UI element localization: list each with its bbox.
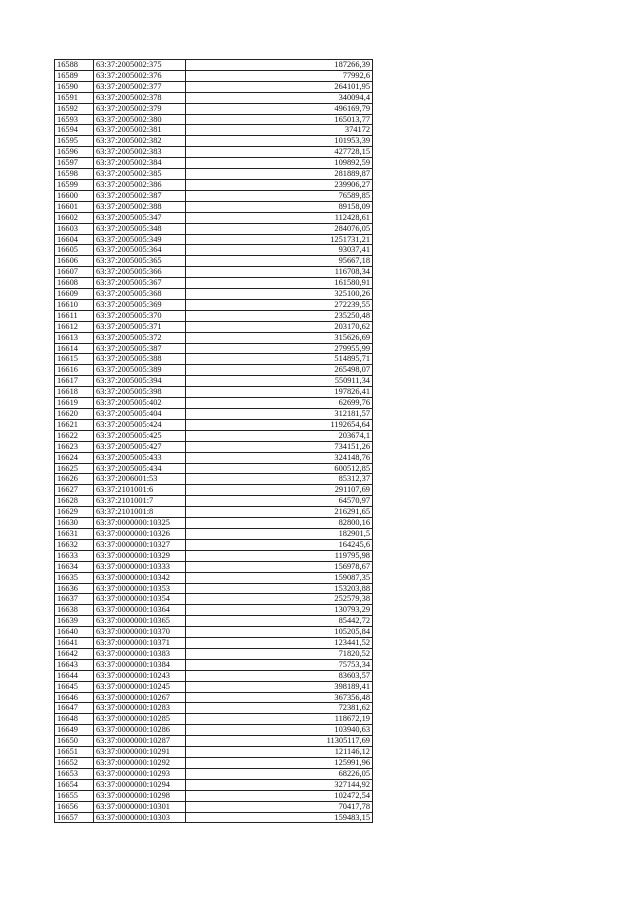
row-number-cell: 16594 [55, 125, 94, 136]
row-number-cell: 16619 [55, 398, 94, 409]
cadastral-number-cell: 63:37:2005005:368 [94, 289, 186, 300]
cadastral-number-cell: 63:37:2005002:382 [94, 136, 186, 147]
value-cell: 118672,19 [186, 714, 373, 725]
cadastral-number-cell: 63:37:0000000:10342 [94, 572, 186, 583]
row-number-cell: 16624 [55, 452, 94, 463]
row-number-cell: 16648 [55, 714, 94, 725]
table-row [55, 572, 373, 583]
row-number-cell: 16643 [55, 659, 94, 670]
value-cell: 64570,97 [186, 496, 373, 507]
row-number-cell: 16633 [55, 550, 94, 561]
row-number-cell: 16609 [55, 289, 94, 300]
row-number-cell: 16630 [55, 518, 94, 529]
value-cell: 239906,27 [186, 179, 373, 190]
value-cell: 77992,6 [186, 70, 373, 81]
row-number-cell: 16655 [55, 790, 94, 801]
table-row [55, 714, 373, 725]
cadastral-number-cell: 63:37:2005002:383 [94, 147, 186, 158]
row-number-cell: 16611 [55, 310, 94, 321]
value-cell: 340094,4 [186, 92, 373, 103]
table-row [55, 310, 373, 321]
row-number-cell: 16656 [55, 801, 94, 812]
cadastral-number-cell: 63:37:0000000:10294 [94, 779, 186, 790]
value-cell: 93037,41 [186, 245, 373, 256]
table-row [55, 627, 373, 638]
table-row [55, 452, 373, 463]
row-number-cell: 16652 [55, 758, 94, 769]
value-cell: 71820,52 [186, 648, 373, 659]
value-cell: 514895,71 [186, 354, 373, 365]
cadastral-number-cell: 63:37:0000000:10365 [94, 616, 186, 627]
value-cell: 105205,84 [186, 627, 373, 638]
table-row [55, 681, 373, 692]
cadastral-number-cell: 63:37:2005002:379 [94, 103, 186, 114]
table-row [55, 158, 373, 169]
cadastral-number-cell: 63:37:2005005:367 [94, 278, 186, 289]
table-row [55, 92, 373, 103]
table-row [55, 278, 373, 289]
row-number-cell: 16618 [55, 387, 94, 398]
cadastral-number-cell: 63:37:2005002:384 [94, 158, 186, 169]
cadastral-number-cell: 63:37:2005002:386 [94, 179, 186, 190]
cadastral-number-cell: 63:37:2005002:385 [94, 169, 186, 180]
value-cell: 496169,79 [186, 103, 373, 114]
table-row [55, 605, 373, 616]
table-row [55, 234, 373, 245]
value-cell: 72381,62 [186, 703, 373, 714]
value-cell: 312181,57 [186, 409, 373, 420]
cadastral-number-cell: 63:37:2005005:369 [94, 299, 186, 310]
cadastral-number-cell: 63:37:2006001:53 [94, 474, 186, 485]
row-number-cell: 16645 [55, 681, 94, 692]
cadastral-number-cell: 63:37:2005005:398 [94, 387, 186, 398]
row-number-cell: 16650 [55, 736, 94, 747]
row-number-cell: 16623 [55, 441, 94, 452]
row-number-cell: 16602 [55, 212, 94, 223]
value-cell: 734151,26 [186, 441, 373, 452]
value-cell: 203674,1 [186, 430, 373, 441]
table-row [55, 779, 373, 790]
table-row [55, 692, 373, 703]
table-row [55, 659, 373, 670]
cadastral-number-cell: 63:37:0000000:10245 [94, 681, 186, 692]
cadastral-number-cell: 63:37:0000000:10267 [94, 692, 186, 703]
cadastral-number-cell: 63:37:2005005:348 [94, 223, 186, 234]
row-number-cell: 16636 [55, 583, 94, 594]
row-number-cell: 16647 [55, 703, 94, 714]
table-row [55, 114, 373, 125]
value-cell: 284076,05 [186, 223, 373, 234]
cadastral-number-cell: 63:37:2005005:364 [94, 245, 186, 256]
data-table [54, 59, 373, 823]
value-cell: 76589,85 [186, 190, 373, 201]
value-cell: 123441,52 [186, 638, 373, 649]
row-number-cell: 16610 [55, 299, 94, 310]
value-cell: 1192654,64 [186, 419, 373, 430]
table-row [55, 670, 373, 681]
row-number-cell: 16604 [55, 234, 94, 245]
table-row [55, 103, 373, 114]
row-number-cell: 16593 [55, 114, 94, 125]
cadastral-number-cell: 63:37:2101001:6 [94, 485, 186, 496]
value-cell: 281889,87 [186, 169, 373, 180]
value-cell: 272239,55 [186, 299, 373, 310]
table-row [55, 812, 373, 823]
value-cell: 374172 [186, 125, 373, 136]
row-number-cell: 16620 [55, 409, 94, 420]
table-row [55, 147, 373, 158]
value-cell: 600512,85 [186, 463, 373, 474]
cadastral-number-cell: 63:37:2005002:380 [94, 114, 186, 125]
table-row [55, 638, 373, 649]
cadastral-number-cell: 63:37:2005005:402 [94, 398, 186, 409]
value-cell: 89158,09 [186, 201, 373, 212]
row-number-cell: 16589 [55, 70, 94, 81]
table-row [55, 747, 373, 758]
value-cell: 550911,34 [186, 376, 373, 387]
row-number-cell: 16614 [55, 343, 94, 354]
cadastral-number-cell: 63:37:0000000:10333 [94, 561, 186, 572]
table-row [55, 223, 373, 234]
row-number-cell: 16600 [55, 190, 94, 201]
value-cell: 102472,54 [186, 790, 373, 801]
value-cell: 1251731,21 [186, 234, 373, 245]
cadastral-number-cell: 63:37:2005005:366 [94, 267, 186, 278]
cadastral-number-cell: 63:37:2005005:389 [94, 365, 186, 376]
row-number-cell: 16654 [55, 779, 94, 790]
row-number-cell: 16632 [55, 539, 94, 550]
value-cell: 164245,6 [186, 539, 373, 550]
table-row [55, 256, 373, 267]
table-row [55, 736, 373, 747]
table-row [55, 496, 373, 507]
row-number-cell: 16591 [55, 92, 94, 103]
table-row [55, 801, 373, 812]
table-row [55, 441, 373, 452]
row-number-cell: 16616 [55, 365, 94, 376]
table-row [55, 376, 373, 387]
value-cell: 103940,63 [186, 725, 373, 736]
row-number-cell: 16596 [55, 147, 94, 158]
table-row [55, 343, 373, 354]
cadastral-number-cell: 63:37:2005002:388 [94, 201, 186, 212]
row-number-cell: 16599 [55, 179, 94, 190]
cadastral-number-cell: 63:37:2005005:371 [94, 321, 186, 332]
value-cell: 75753,34 [186, 659, 373, 670]
cadastral-number-cell: 63:37:0000000:10287 [94, 736, 186, 747]
table-row [55, 81, 373, 92]
row-number-cell: 16617 [55, 376, 94, 387]
cadastral-number-cell: 63:37:0000000:10370 [94, 627, 186, 638]
cadastral-number-cell: 63:37:2005005:370 [94, 310, 186, 321]
row-number-cell: 16606 [55, 256, 94, 267]
value-cell: 83603,57 [186, 670, 373, 681]
value-cell: 156978,67 [186, 561, 373, 572]
value-cell: 265498,07 [186, 365, 373, 376]
cadastral-number-cell: 63:37:0000000:10325 [94, 518, 186, 529]
cadastral-number-cell: 63:37:0000000:10292 [94, 758, 186, 769]
value-cell: 62699,76 [186, 398, 373, 409]
cadastral-number-cell: 63:37:2101001:7 [94, 496, 186, 507]
table-row [55, 245, 373, 256]
row-number-cell: 16598 [55, 169, 94, 180]
value-cell: 161580,91 [186, 278, 373, 289]
table-row [55, 70, 373, 81]
table-row [55, 398, 373, 409]
row-number-cell: 16653 [55, 768, 94, 779]
value-cell: 216291,65 [186, 507, 373, 518]
cadastral-number-cell: 63:37:0000000:10326 [94, 528, 186, 539]
table-row [55, 725, 373, 736]
cadastral-number-cell: 63:37:0000000:10303 [94, 812, 186, 823]
table-row [55, 179, 373, 190]
cadastral-number-cell: 63:37:0000000:10354 [94, 594, 186, 605]
table-row [55, 790, 373, 801]
row-number-cell: 16639 [55, 616, 94, 627]
table-row [55, 539, 373, 550]
row-number-cell: 16603 [55, 223, 94, 234]
cadastral-number-cell: 63:37:2005005:387 [94, 343, 186, 354]
cadastral-number-cell: 63:37:0000000:10298 [94, 790, 186, 801]
row-number-cell: 16592 [55, 103, 94, 114]
table-row [55, 136, 373, 147]
cadastral-number-cell: 63:37:2005005:349 [94, 234, 186, 245]
row-number-cell: 16625 [55, 463, 94, 474]
value-cell: 95667,18 [186, 256, 373, 267]
value-cell: 252579,38 [186, 594, 373, 605]
table-row [55, 550, 373, 561]
row-number-cell: 16646 [55, 692, 94, 703]
table-row [55, 474, 373, 485]
value-cell: 327144,92 [186, 779, 373, 790]
value-cell: 165013,77 [186, 114, 373, 125]
value-cell: 187266,39 [186, 60, 373, 71]
cadastral-number-cell: 63:37:2005005:365 [94, 256, 186, 267]
row-number-cell: 16627 [55, 485, 94, 496]
table-row [55, 528, 373, 539]
table-row [55, 703, 373, 714]
value-cell: 427728,15 [186, 147, 373, 158]
table-row [55, 518, 373, 529]
cadastral-number-cell: 63:37:2005002:375 [94, 60, 186, 71]
cadastral-number-cell: 63:37:0000000:10371 [94, 638, 186, 649]
row-number-cell: 16605 [55, 245, 94, 256]
value-cell: 324148,76 [186, 452, 373, 463]
cadastral-number-cell: 63:37:2005002:376 [94, 70, 186, 81]
table-row [55, 354, 373, 365]
row-number-cell: 16588 [55, 60, 94, 71]
table-row [55, 768, 373, 779]
table-row [55, 201, 373, 212]
cadastral-number-cell: 63:37:0000000:10364 [94, 605, 186, 616]
row-number-cell: 16631 [55, 528, 94, 539]
row-number-cell: 16621 [55, 419, 94, 430]
value-cell: 159087,35 [186, 572, 373, 583]
table-row [55, 190, 373, 201]
table-row [55, 419, 373, 430]
table-row [55, 463, 373, 474]
row-number-cell: 16629 [55, 507, 94, 518]
row-number-cell: 16634 [55, 561, 94, 572]
cadastral-number-cell: 63:37:0000000:10243 [94, 670, 186, 681]
cadastral-number-cell: 63:37:0000000:10384 [94, 659, 186, 670]
table-row [55, 430, 373, 441]
value-cell: 367356,48 [186, 692, 373, 703]
value-cell: 291107,69 [186, 485, 373, 496]
row-number-cell: 16657 [55, 812, 94, 823]
row-number-cell: 16651 [55, 747, 94, 758]
value-cell: 112428,61 [186, 212, 373, 223]
table-row [55, 365, 373, 376]
table-row [55, 583, 373, 594]
row-number-cell: 16612 [55, 321, 94, 332]
value-cell: 11305117,69 [186, 736, 373, 747]
table-row [55, 299, 373, 310]
table-row [55, 332, 373, 343]
value-cell: 119795,98 [186, 550, 373, 561]
cadastral-number-cell: 63:37:2005005:388 [94, 354, 186, 365]
value-cell: 116708,34 [186, 267, 373, 278]
value-cell: 101953,39 [186, 136, 373, 147]
cadastral-number-cell: 63:37:2005002:387 [94, 190, 186, 201]
cadastral-number-cell: 63:37:2101001:8 [94, 507, 186, 518]
table-row [55, 648, 373, 659]
table-row [55, 409, 373, 420]
row-number-cell: 16649 [55, 725, 94, 736]
value-cell: 121146,12 [186, 747, 373, 758]
cadastral-number-cell: 63:37:0000000:10353 [94, 583, 186, 594]
row-number-cell: 16640 [55, 627, 94, 638]
table-row [55, 169, 373, 180]
value-cell: 398189,41 [186, 681, 373, 692]
cadastral-number-cell: 63:37:2005002:378 [94, 92, 186, 103]
row-number-cell: 16601 [55, 201, 94, 212]
row-number-cell: 16615 [55, 354, 94, 365]
row-number-cell: 16642 [55, 648, 94, 659]
row-number-cell: 16638 [55, 605, 94, 616]
table-row [55, 387, 373, 398]
cadastral-number-cell: 63:37:0000000:10329 [94, 550, 186, 561]
row-number-cell: 16641 [55, 638, 94, 649]
value-cell: 70417,78 [186, 801, 373, 812]
value-cell: 197826,41 [186, 387, 373, 398]
cadastral-number-cell: 63:37:2005005:404 [94, 409, 186, 420]
cadastral-number-cell: 63:37:0000000:10327 [94, 539, 186, 550]
row-number-cell: 16595 [55, 136, 94, 147]
table-row [55, 616, 373, 627]
cadastral-number-cell: 63:37:0000000:10286 [94, 725, 186, 736]
row-number-cell: 16637 [55, 594, 94, 605]
row-number-cell: 16635 [55, 572, 94, 583]
value-cell: 85442,72 [186, 616, 373, 627]
cadastral-number-cell: 63:37:0000000:10291 [94, 747, 186, 758]
table-row [55, 125, 373, 136]
cadastral-number-cell: 63:37:0000000:10283 [94, 703, 186, 714]
cadastral-number-cell: 63:37:0000000:10285 [94, 714, 186, 725]
value-cell: 325100,26 [186, 289, 373, 300]
cadastral-number-cell: 63:37:0000000:10383 [94, 648, 186, 659]
value-cell: 159483,15 [186, 812, 373, 823]
value-cell: 264101,95 [186, 81, 373, 92]
row-number-cell: 16622 [55, 430, 94, 441]
value-cell: 315626,69 [186, 332, 373, 343]
row-number-cell: 16607 [55, 267, 94, 278]
cadastral-number-cell: 63:37:2005002:377 [94, 81, 186, 92]
table-row [55, 507, 373, 518]
cadastral-number-cell: 63:37:2005002:381 [94, 125, 186, 136]
cadastral-number-cell: 63:37:2005005:372 [94, 332, 186, 343]
cadastral-number-cell: 63:37:2005005:425 [94, 430, 186, 441]
value-cell: 109892,59 [186, 158, 373, 169]
cadastral-number-cell: 63:37:2005005:427 [94, 441, 186, 452]
row-number-cell: 16644 [55, 670, 94, 681]
value-cell: 153203,88 [186, 583, 373, 594]
value-cell: 68226,05 [186, 768, 373, 779]
table-row [55, 321, 373, 332]
value-cell: 203170,62 [186, 321, 373, 332]
value-cell: 182901,5 [186, 528, 373, 539]
row-number-cell: 16626 [55, 474, 94, 485]
cadastral-number-cell: 63:37:0000000:10301 [94, 801, 186, 812]
cadastral-number-cell: 63:37:2005005:394 [94, 376, 186, 387]
table-row [55, 561, 373, 572]
value-cell: 235250,48 [186, 310, 373, 321]
table-row [55, 594, 373, 605]
table-row [55, 289, 373, 300]
table-row [55, 267, 373, 278]
row-number-cell: 16590 [55, 81, 94, 92]
value-cell: 85312,37 [186, 474, 373, 485]
cadastral-number-cell: 63:37:2005005:424 [94, 419, 186, 430]
table-row [55, 212, 373, 223]
row-number-cell: 16597 [55, 158, 94, 169]
table-row [55, 485, 373, 496]
value-cell: 130793,29 [186, 605, 373, 616]
value-cell: 82800,16 [186, 518, 373, 529]
row-number-cell: 16628 [55, 496, 94, 507]
value-cell: 279955,99 [186, 343, 373, 354]
table-row [55, 60, 373, 71]
value-cell: 125991,96 [186, 758, 373, 769]
cadastral-number-cell: 63:37:2005005:347 [94, 212, 186, 223]
cadastral-number-cell: 63:37:0000000:10293 [94, 768, 186, 779]
cadastral-number-cell: 63:37:2005005:434 [94, 463, 186, 474]
row-number-cell: 16613 [55, 332, 94, 343]
cadastral-number-cell: 63:37:2005005:433 [94, 452, 186, 463]
row-number-cell: 16608 [55, 278, 94, 289]
table-body [55, 60, 373, 823]
table-row [55, 758, 373, 769]
